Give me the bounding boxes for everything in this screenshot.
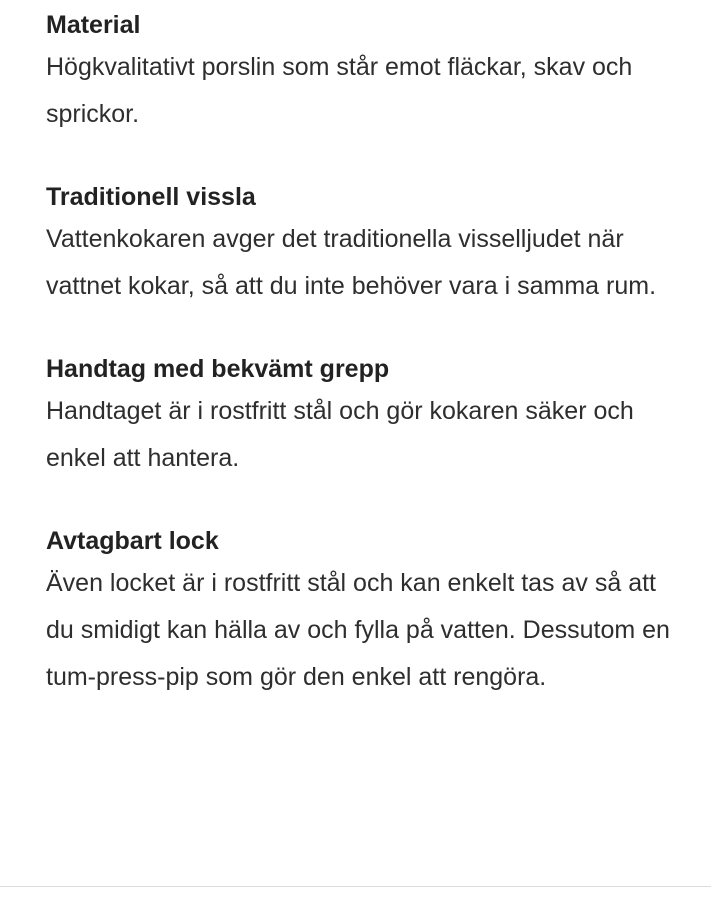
section-heading: Traditionell vissla bbox=[46, 183, 256, 211]
section-lid bbox=[46, 522, 686, 701]
section-heading: Handtag med bekvämt grepp bbox=[46, 355, 390, 383]
section-body: Handtaget är i rostfritt stål och gör kokaren säker och enkel att hantera. bbox=[46, 397, 634, 472]
section-body: Även locket är i rostfritt stål och kan enkelt tas av så att du smidigt kan hälla av och fylla på vatten. Dessutom en tum-press-pip som gör den enkel att rengöra. bbox=[46, 569, 670, 691]
section-heading: Material bbox=[46, 11, 141, 39]
divider bbox=[0, 886, 711, 887]
section-heading: Avtagbart lock bbox=[46, 527, 219, 555]
section-body: Högkvalitativt porslin som står emot fläckar, skav och sprickor. bbox=[46, 53, 633, 128]
section-whistle bbox=[46, 178, 686, 310]
section-body: Vattenkokaren avger det traditionella visselljudet när vattnet kokar, så att du inte behöver vara i samma rum. bbox=[46, 225, 657, 300]
product-description bbox=[46, 6, 686, 741]
section-handle bbox=[46, 350, 686, 482]
section-material bbox=[46, 6, 686, 138]
